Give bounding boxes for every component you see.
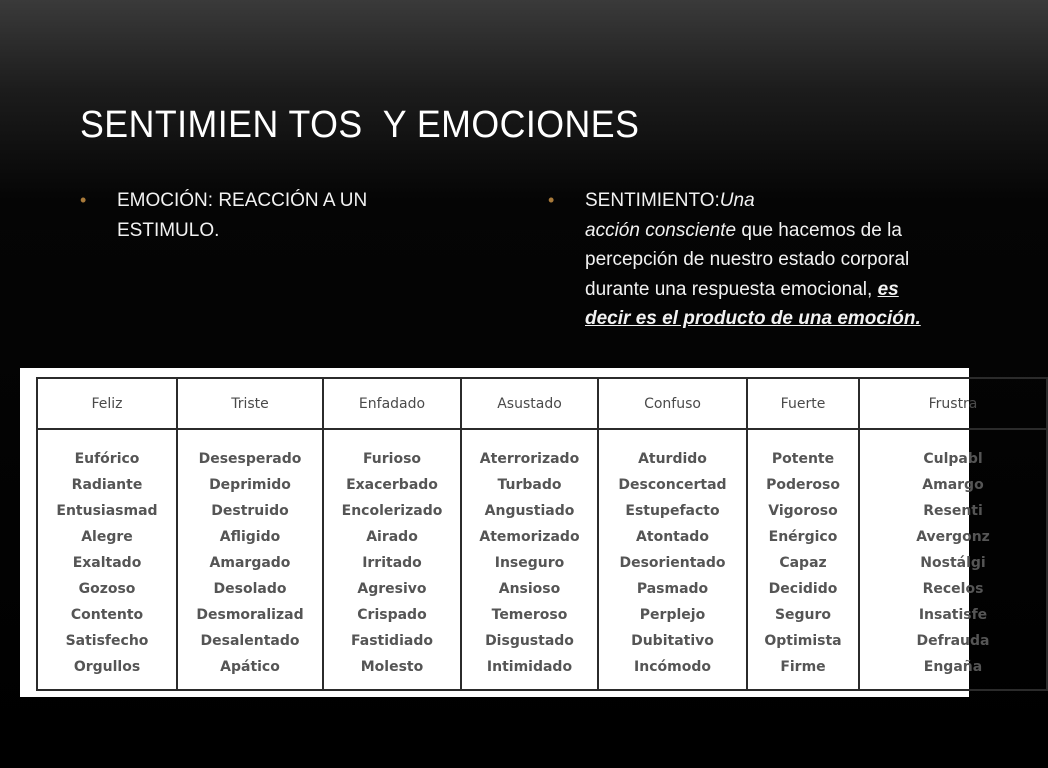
emotion-word: Eufórico <box>74 451 140 467</box>
emotion-word: Radiante <box>71 477 143 493</box>
slide-title: SENTIMIEN TOS Y EMOCIONES <box>80 104 640 146</box>
table-body-row <box>37 429 1047 690</box>
emotion-word: Culpabl <box>923 451 983 467</box>
emotion-word: Ansioso <box>498 581 561 597</box>
emotion-word: Exacerbado <box>346 477 438 493</box>
emotion-word: Aterrorizado <box>479 451 580 467</box>
emotion-word: Enérgico <box>768 529 838 545</box>
emotion-word: Amargo <box>922 477 984 493</box>
emotion-word: Dubitativo <box>631 633 714 649</box>
emotion-word: Desmoralizad <box>196 607 304 623</box>
emotions-table <box>36 377 1048 691</box>
emotion-word: Nostálgi <box>920 555 986 571</box>
emotion-word: Vigoroso <box>768 503 838 519</box>
emotion-word: Gozoso <box>78 581 136 597</box>
column-header: Confuso <box>598 378 747 429</box>
emotion-word: Pasmado <box>636 581 709 597</box>
emotion-word: Engaña <box>923 659 983 675</box>
emotion-word: Desolado <box>213 581 287 597</box>
sentimiento-definition <box>585 186 948 334</box>
emotion-word: Potente <box>771 451 835 467</box>
emotion-word: Aturdido <box>638 451 707 467</box>
table-header-row <box>37 378 1047 429</box>
column-header: Feliz <box>37 378 177 429</box>
emotion-word: Apático <box>220 659 280 675</box>
column-words <box>461 429 598 690</box>
emotion-word: Atemorizado <box>479 529 580 545</box>
bullet-marker: • <box>80 190 87 210</box>
emotion-word: Desalentado <box>200 633 300 649</box>
emotion-word: Orgullos <box>73 659 141 675</box>
emotion-word: Desesperado <box>198 451 302 467</box>
emotion-word: Atontado <box>636 529 709 545</box>
emotion-word: Resenti <box>923 503 983 519</box>
emotion-word: Crispado <box>357 607 427 623</box>
column-header: Enfadado <box>323 378 461 429</box>
emocion-bullet <box>80 186 410 245</box>
emotion-word: Agresivo <box>357 581 427 597</box>
emotion-word: Intimidado <box>486 659 573 675</box>
emotion-word: Airado <box>366 529 418 545</box>
column-words <box>37 429 177 690</box>
emotion-word: Seguro <box>774 607 832 623</box>
emotion-word: Capaz <box>779 555 827 571</box>
emotions-table-clip <box>36 377 990 686</box>
column-words <box>598 429 747 690</box>
emotion-word: Desconcertad <box>618 477 727 493</box>
emotion-word: Estupefacto <box>625 503 720 519</box>
emotion-word: Amargado <box>209 555 291 571</box>
emotion-word: Alegre <box>81 529 133 545</box>
emotion-word: Fastidiado <box>351 633 433 649</box>
emotion-word: Afligido <box>219 529 281 545</box>
emotion-word: Molesto <box>360 659 424 675</box>
column-header: Triste <box>177 378 323 429</box>
emocion-definition: EMOCIÓN: REACCIÓN A UN ESTIMULO. <box>117 190 368 241</box>
emotion-word: Entusiasmad <box>56 503 158 519</box>
emotion-word: Insatisfe <box>918 607 988 623</box>
sentimiento-emphasis: es decir es el producto de una emoción. <box>585 278 921 329</box>
emotion-word: Contento <box>70 607 144 623</box>
emotion-word: Furioso <box>362 451 422 467</box>
emotion-word: Angustiado <box>484 503 575 519</box>
emotion-word: Poderoso <box>766 477 840 493</box>
emotion-word: Satisfecho <box>65 633 149 649</box>
sentimiento-label: SENTIMIENTO: <box>585 190 720 211</box>
emotion-word: Incómodo <box>634 659 711 675</box>
sentimiento-italic-2: acción consciente <box>585 219 737 241</box>
column-header: Fuerte <box>747 378 859 429</box>
emotions-table-image <box>20 368 990 697</box>
emotion-word: Firme <box>780 659 826 675</box>
column-words <box>177 429 323 690</box>
emotion-word: Desorientado <box>619 555 726 571</box>
bullet-marker: • <box>548 190 555 210</box>
emotion-word: Avergonz <box>916 529 990 545</box>
emotion-word: Recelos <box>922 581 984 597</box>
emotion-word: Temeroso <box>491 607 568 623</box>
emotion-word: Defrauda <box>916 633 990 649</box>
column-words <box>323 429 461 690</box>
emotion-word: Inseguro <box>494 555 565 571</box>
column-header: Asustado <box>461 378 598 429</box>
emotion-word: Perplejo <box>639 607 706 623</box>
emotion-word: Deprimido <box>209 477 291 493</box>
emotion-word: Irritado <box>362 555 422 571</box>
emotion-word: Exaltado <box>72 555 142 571</box>
sentimiento-italic-1: Una <box>719 190 755 211</box>
emotion-word: Turbado <box>497 477 562 493</box>
sentimiento-bullet <box>548 186 948 334</box>
emotion-word: Disgustado <box>485 633 574 649</box>
sentimiento-plain: que hacemos de la percepción de nuestro estado corporal durante una respuesta emocional, <box>585 219 910 300</box>
emotion-word: Encolerizado <box>341 503 443 519</box>
column-words <box>859 429 1047 690</box>
emotion-word: Destruido <box>211 503 289 519</box>
emotion-word: Optimista <box>764 633 842 649</box>
column-header: Frustra <box>859 378 1047 429</box>
emotion-word: Decidido <box>768 581 838 597</box>
column-words <box>747 429 859 690</box>
